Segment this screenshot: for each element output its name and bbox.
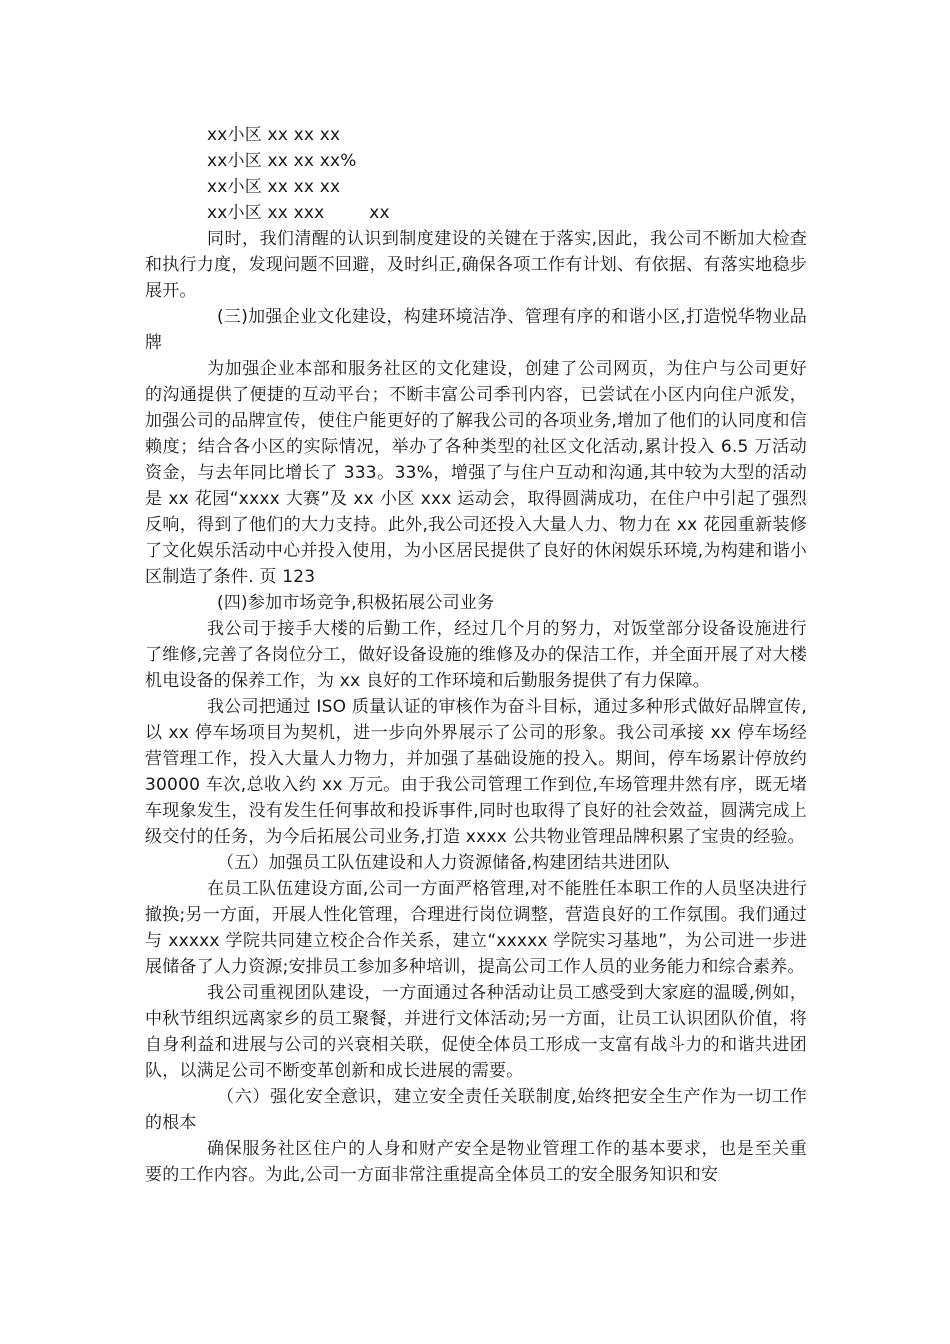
section-heading-6: （六）强化安全意识，建立安全责任关联制度,始终把安全生产作为一切工作的根本: [145, 1087, 807, 1133]
paragraph-staff: 在员工队伍建设方面,公司一方面严格管理,对不能胜任本职工作的人员坚决进行撤换;另一方面，开展人性化管理，合理进行岗位调整，营造良好的工作氛围。我们通过与 xxxxx 学院共同建立校企合作关系，建立“xxxxx 学院实习基地”，为公司进一步进展储备了人力资源;安排员工参加多种培训，提高公司工作人员的业务能力和综合素养。: [145, 879, 807, 977]
paragraph-logistics: 我公司于接手大楼的后勤工作，经过几个月的努力，对饭堂部分设备设施进行了维修,完善了各岗位分工，做好设备设施的维修及办的保洁工作，并全面开展了对大楼机电设备的保养工作，为 xx 良好的工作环境和后勤服务提供了有力保障。: [145, 619, 807, 691]
section-heading-3: (三)加强企业文化建设，构建环境洁净、管理有序的和谐小区,打造悦华物业品牌: [145, 307, 807, 353]
section-heading-5: （五）加强员工队伍建设和人力资源储备,构建团结共进团队: [217, 853, 670, 873]
paragraph-safety: 确保服务社区住户的人身和财产安全是物业管理工作的基本要求，也是至关重要的工作内容。为此,公司一方面非常注重提高全体员工的安全服务知识和安: [145, 1139, 807, 1185]
paragraph-parking: 我公司把通过 ISO 质量认证的审核作为奋斗目标，通过多种形式做好品牌宣传,以 xx 停车场项目为契机，进一步向外界展示了公司的形象。我公司承接 xx 停车场经营管理工作，投入大量人力物力，并加强了基础设施的投入。期间，停车场累计停放约 30000 车次,总收入约 xx 万元。由于我公司管理工作到位,车场管理井然有序，既无堵车现象发生，没有发生任何事故和投诉事件,同时也取得了良好的社会效益，圆满完成上级交付的任务，为今后拓展公司业务,打造 xxxx 公共物业管理品牌积累了宝贵的经验。: [145, 697, 807, 847]
stats-line-2: xx小区 xx xx xx%: [207, 151, 357, 171]
section-heading-4: (四)参加市场竞争,积极拓展公司业务: [217, 593, 495, 613]
document-page: [145, 122, 807, 1188]
stats-line-1: xx小区 xx xx xx: [207, 125, 341, 145]
paragraph-culture: 为加强企业本部和服务社区的文化建设，创建了公司网页，为住户与公司更好的沟通提供了便捷的互动平台；不断丰富公司季刊内容，已尝试在小区内向住户派发，加强公司的品牌宣传，使住户能更好的了解我公司的各项业务,增加了他们的认同度和信赖度；结合各小区的实际情况，举办了各种类型的社区文化活动,累计投入 6.5 万活动资金，与去年同比增长了 333。33%，增强了与住户互动和沟通,其中较为大型的活动是 xx 花园“xxxx 大赛”及 xx 小区 xxx 运动会，取得圆满成功，在住户中引起了强烈反响，得到了他们的大力支持。此外,我公司还投入大量人力、物力在 xx 花园重新装修了文化娱乐活动中心并投入使用，为小区居民提供了良好的休闲娱乐环境,为构建和谐小区制造了条件. 页 123: [145, 359, 807, 587]
paragraph-system-implementation: 同时，我们清醒的认识到制度建设的关键在于落实,因此，我公司不断加大检查和执行力度，发现问题不回避，及时纠正,确保各项工作有计划、有依据、有落实地稳步展开。: [145, 229, 807, 301]
stats-line-3: xx小区 xx xx xx: [207, 177, 341, 197]
paragraph-team: 我公司重视团队建设，一方面通过各种活动让员工感受到大家庭的温暖,例如，中秋节组织远离家乡的员工聚餐，并进行文体活动;另一方面，让员工认识团队价值，将自身利益和进展与公司的兴衰相关联，促使全体员工形成一支富有战斗力的和谐共进团队，以满足公司不断变革创新和成长进展的需要。: [145, 983, 807, 1081]
stats-line-4: xx小区 xx xxx xx: [207, 203, 390, 223]
